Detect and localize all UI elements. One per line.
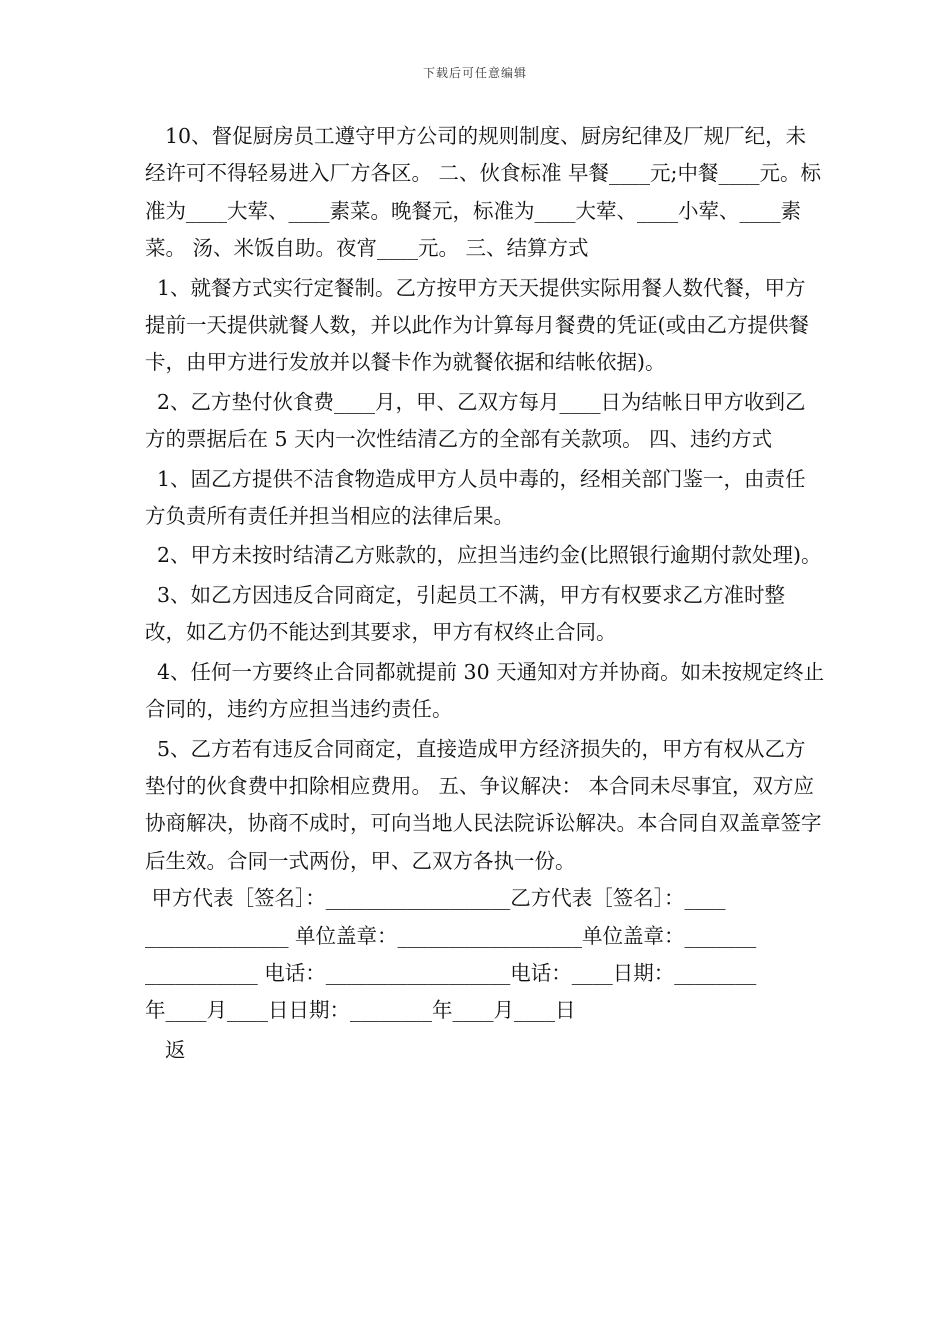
return-text: 返 (165, 1037, 186, 1062)
signature-line-3: ___________ 电话：__________________电话：____日期：________ (145, 960, 757, 985)
paragraph-breach-4: 4、任何一方要终止合同都就提前 30 天通知对方并协商。如未按规定终止合同的，违约方应担当违约责任。 (145, 659, 825, 722)
paragraph-settlement-2: 2、乙方垫付伙食费____月，甲、乙双方每月____日为结帐日甲方收到乙方的票据后在 5 天内一次性结清乙方的全部有关款项。 四、违约方式 (145, 389, 806, 452)
signature-line-1: 甲方代表［签名］：__________________乙方代表［签名］：____ (145, 886, 726, 911)
paragraph-settlement-1: 1、就餐方式实行定餐制。乙方按甲方天天提供实际用餐人数代餐，甲方提前一天提供就餐人数，并以此作为计算每月餐费的凭证(或由乙方提供餐卡，由甲方进行发放并以餐卡作为就餐依据和结帐依据)。 (145, 275, 809, 375)
document-body (145, 118, 825, 1069)
paragraph-breach-1: 1、固乙方提供不洁食物造成甲方人员中毒的，经相关部门鉴一，由责任方负责所有责任并担当相应的法律后果。 (145, 466, 806, 529)
signature-line-2: ______________ 单位盖章：__________________单位盖章：_______ (145, 923, 757, 948)
signature-line-4: 年____月____日日期：________年____月____日 (145, 998, 576, 1023)
paragraph-breach-3: 3、如乙方因违反合同商定，引起员工不满，甲方有权要求乙方准时整改，如乙方仍不能达到其要求，甲方有权终止合同。 (145, 582, 786, 645)
paragraph-breach-2: 2、甲方未按时结清乙方账款的，应担当违约金(比照银行逾期付款处理)。 (157, 543, 822, 568)
header-note: 下载后可任意编辑 (422, 66, 527, 80)
paragraph-breach-5: 5、乙方若有违反合同商定，直接造成甲方经济损失的，甲方有权从乙方垫付的伙食费中扣除相应费用。 五、争议解决： 本合同未尽事宜，双方应协商解决，协商不成时，可向当地人民法院诉讼解决。本合同自双盖章签字后生效。合同一式两份，甲、乙双方各执一份。 (145, 736, 822, 873)
paragraph-standards: 10、督促厨房员工遵守甲方公司的规则制度、厨房纪律及厂规厂纪，未经许可不得轻易进入厂方各区。 二、伙食标准 早餐____元;中餐____元。标准为____大荤、____素菜。晚餐元，标准为____大荤、____小荤、____素菜。 汤、米饭自助。夜宵____元。 三、结算方式 (145, 124, 821, 261)
